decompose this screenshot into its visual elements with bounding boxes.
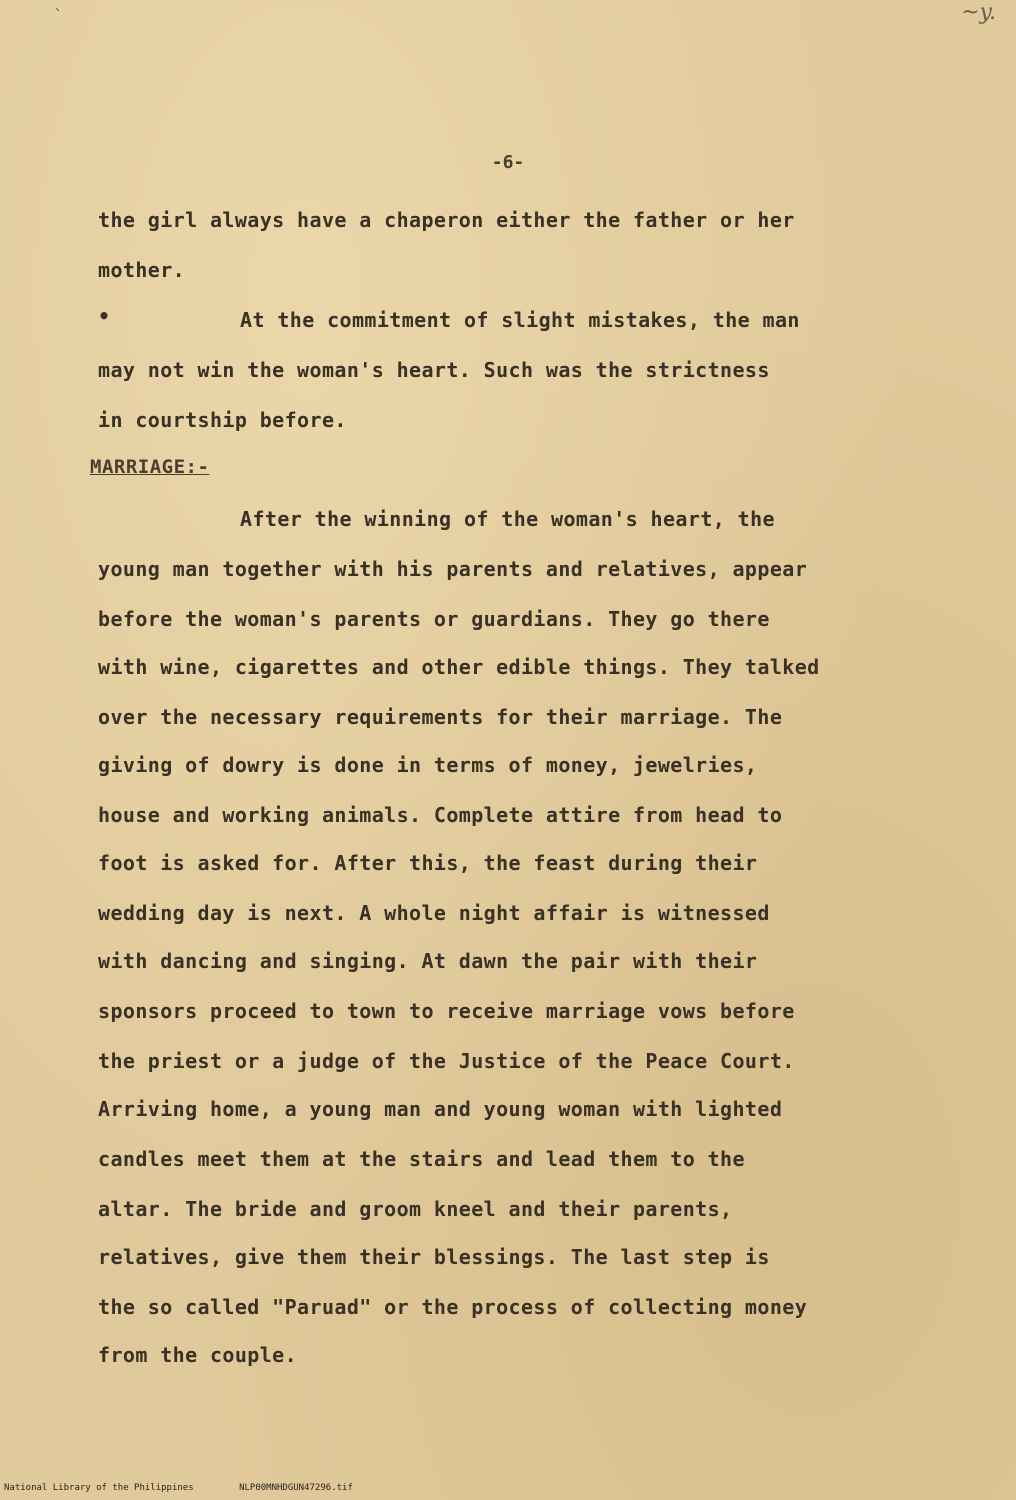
footer-library: National Library of the Philippines <box>4 1483 194 1493</box>
text-line: giving of dowry is done in terms of money, jewelries, <box>98 753 758 777</box>
tick-mark: ` <box>54 8 63 24</box>
footer-filename: NLP00MNHDGUN47296.tif <box>239 1483 353 1493</box>
text-line: sponsors proceed to town to receive marriage vows before <box>98 999 795 1023</box>
text-line: with wine, cigarettes and other edible things. They talked <box>98 655 820 679</box>
text-line: foot is asked for. After this, the feast during their <box>98 851 758 875</box>
section-heading: MARRIAGE:- <box>90 456 210 478</box>
corner-annotation: ~y. <box>961 0 996 25</box>
text-line: with dancing and singing. At dawn the pair with their <box>98 949 758 973</box>
text-line: Arriving home, a young man and young woman with lighted <box>98 1097 783 1121</box>
page-number: -6- <box>491 152 525 173</box>
text-line: After the winning of the woman's heart, the <box>240 507 775 531</box>
text-line: candles meet them at the stairs and lead them to the <box>98 1147 745 1171</box>
text-line: wedding day is next. A whole night affair is witnessed <box>98 901 770 925</box>
text-line: the priest or a judge of the Justice of the Peace Court. <box>98 1049 795 1073</box>
text-line: mother. <box>98 258 186 282</box>
text-line: the so called "Paruad" or the process of collecting money <box>98 1295 808 1319</box>
text-line: over the necessary requirements for their marriage. The <box>98 705 783 729</box>
text-line: altar. The bride and groom kneel and their parents, <box>98 1197 733 1221</box>
text-line: from the couple. <box>98 1343 298 1367</box>
text-line: young man together with his parents and relatives, appear <box>98 557 808 581</box>
text-line: At the commitment of slight mistakes, the man <box>240 308 800 332</box>
bullet-mark: • <box>98 304 111 328</box>
scan-footer <box>4 1483 393 1493</box>
text-line: the girl always have a chaperon either the father or her <box>98 208 795 232</box>
text-line: house and working animals. Complete attire from head to <box>98 803 783 827</box>
text-line: relatives, give them their blessings. The last step is <box>98 1245 770 1269</box>
text-line: before the woman's parents or guardians. They go there <box>98 607 770 631</box>
text-line: may not win the woman's heart. Such was the strictness <box>98 358 770 382</box>
text-line: in courtship before. <box>98 408 347 432</box>
